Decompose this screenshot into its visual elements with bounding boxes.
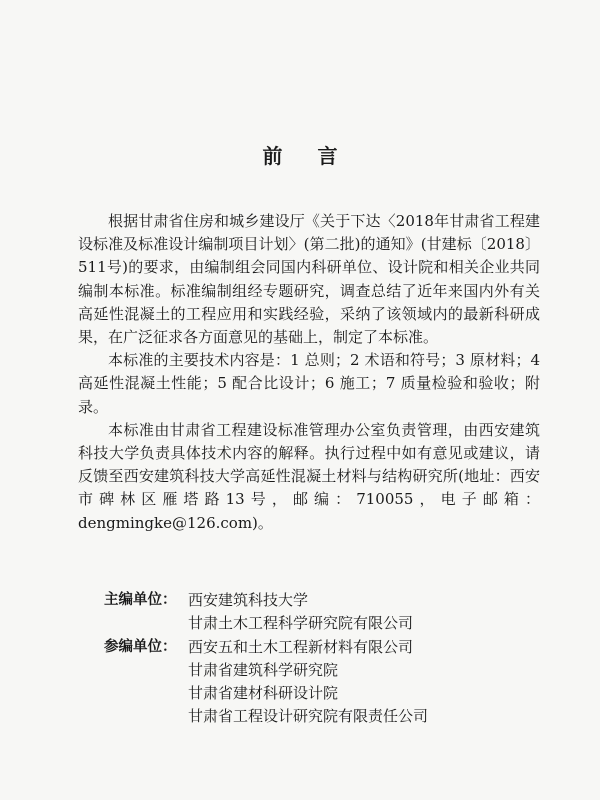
unit-item: 甘肃省建筑科学研究院 [188,660,339,679]
chief-units-label: 主编单位： [104,592,177,608]
unit-item: 西安五和土木工程新材料有限公司 [188,637,414,656]
participating-units-list [188,636,428,729]
participating-units-label: 参编单位： [104,638,177,655]
chief-units [104,589,544,636]
unit-item: 西安建筑科技大学 [188,591,309,609]
page-title: 前 言 [262,144,352,168]
unit-item: 甘肃土木工程科学研究院有限公司 [188,614,414,633]
paragraph-contents: 本标准的主要技术内容是：1 总则；2 术语和符号；3 原材料；4 高延性混凝土性能；5 配合比设计；6 施工；7 质量检验和验收；附录。 [78,351,540,416]
participating-units [104,636,544,729]
units-section [104,589,544,729]
unit-item: 甘肃省工程设计研究院有限责任公司 [188,707,429,726]
chief-units-list [188,589,413,636]
paragraph-management: 本标准由甘肃省工程建设标准管理办公室负责管理，由西安建筑科技大学负责具体技术内容的解释。执行过程中如有意见或建议，请反馈至西安建筑科技大学高延性混凝土材料与结构研究所(地址：西安市碑林区雁塔路13号，邮编：710055，电子邮箱：dengmingke@126.com)。 [78,420,540,532]
preface-body [78,210,540,535]
unit-item: 甘肃省建材科研设计院 [188,684,339,703]
paragraph-basis: 根据甘肃省住房和城乡建设厅《关于下达〈2018年甘肃省工程建设标准及标准设计编制项目计划〉(第二批)的通知》(甘建标〔2018〕511号)的要求，由编制组会同国内科研单位、设计院和相关企业共同编制本标准。标准编制组经专题研究，调查总结了近年来国内外有关高延性混凝土的工程应用和实践经验，采纳了该领域内的最新科研成果，在广泛征求各方面意见的基础上，制定了本标准。 [78,212,540,347]
